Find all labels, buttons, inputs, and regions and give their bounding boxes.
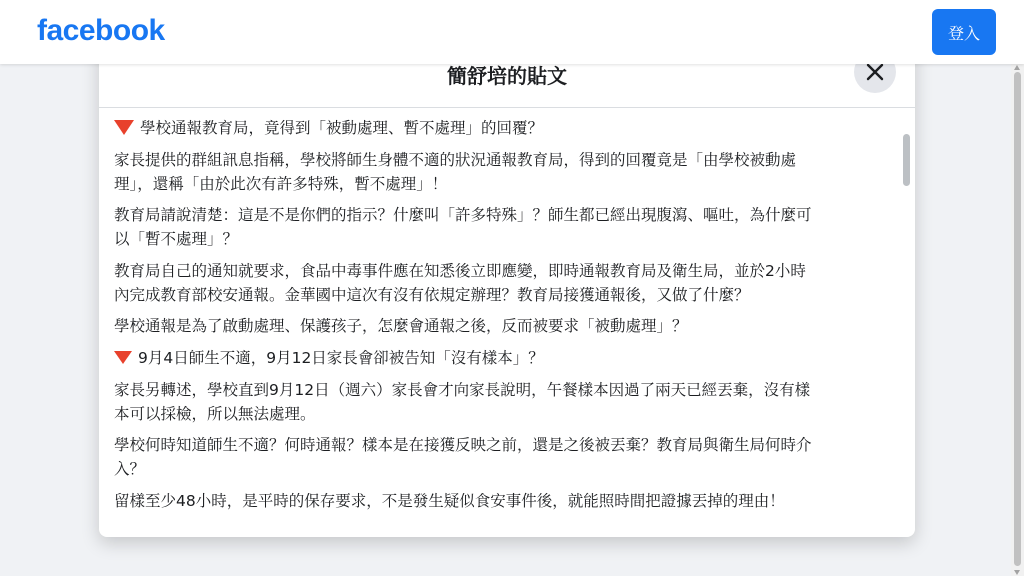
login-button[interactable]: 登入 [932,9,996,55]
paragraph-line: 內完成教育部校安通報。金華國中這次有沒有依規定辦理？教育局接獲通報後，又做了什麼？ [114,286,750,304]
paragraph-line: 入？ [114,460,146,478]
close-icon [866,63,884,81]
post-paragraph-5 [114,378,904,426]
top-bar [0,0,1024,64]
facebook-logo[interactable]: facebook [37,14,165,47]
heading-text: 9月4日師生不適，9月12日家長會卻被告知「沒有樣本」？ [138,349,544,367]
post-paragraph-3 [114,259,904,307]
page-scrollbar-thumb[interactable] [1014,72,1021,566]
paragraph-line: 以「暫不處理」？ [114,230,239,248]
post-paragraph-2 [114,203,904,251]
scroll-down-icon[interactable] [1014,570,1020,575]
post-paragraph-1 [114,148,904,196]
paragraph-line: 留樣至少48小時，是平時的保存要求，不是發生疑似食安事件後，就能照時間把證據丟掉的理由！ [114,492,785,510]
paragraph-line: 學校通報是為了啟動處理、保護孩子，怎麼會通報之後，反而被要求「被動處理」？ [114,317,688,335]
paragraph-line: 教育局請說清楚：這是不是你們的指示？什麼叫「許多特殊」？師生都已經出現腹瀉、嘔吐，為什麼可 [114,206,812,224]
post-heading-1 [114,116,904,140]
page-scrollbar[interactable] [1011,64,1024,576]
paragraph-line: 理」，還稱「由於此次有許多特殊，暫不處理」！ [114,175,448,193]
red-triangle-icon [114,351,132,364]
heading-text: 學校通報教育局，竟得到「被動處理、暫不處理」的回覆？ [140,119,544,137]
post-dialog [99,40,915,537]
red-triangle-icon [114,120,134,135]
post-paragraph-4 [114,314,904,338]
post-paragraph-6 [114,433,904,481]
dialog-scrollbar[interactable] [900,108,912,518]
dialog-title: 簡舒培的貼文 [447,64,567,88]
scroll-up-icon[interactable] [1014,65,1020,70]
dialog-scrollbar-thumb[interactable] [903,134,910,186]
paragraph-line: 學校何時知道師生不適？何時通報？樣本是在接獲反映之前，還是之後被丟棄？教育局與衛生局何時介 [114,436,812,454]
paragraph-line: 本可以採檢，所以無法處理。 [114,405,316,423]
paragraph-line: 家長提供的群組訊息指稱，學校將師生身體不適的狀況通報教育局，得到的回覆竟是「由學校被動處 [114,151,797,169]
post-paragraph-7 [114,489,904,513]
post-heading-2 [114,346,904,370]
paragraph-line: 教育局自己的通知就要求，食品中毒事件應在知悉後立即應變，即時通報教育局及衛生局，並於2小時 [114,262,806,280]
paragraph-line: 家長另轉述，學校直到9月12日（週六）家長會才向家長說明，午餐樣本因過了兩天已經丟棄，沒有樣 [114,381,811,399]
post-content [99,108,915,518]
